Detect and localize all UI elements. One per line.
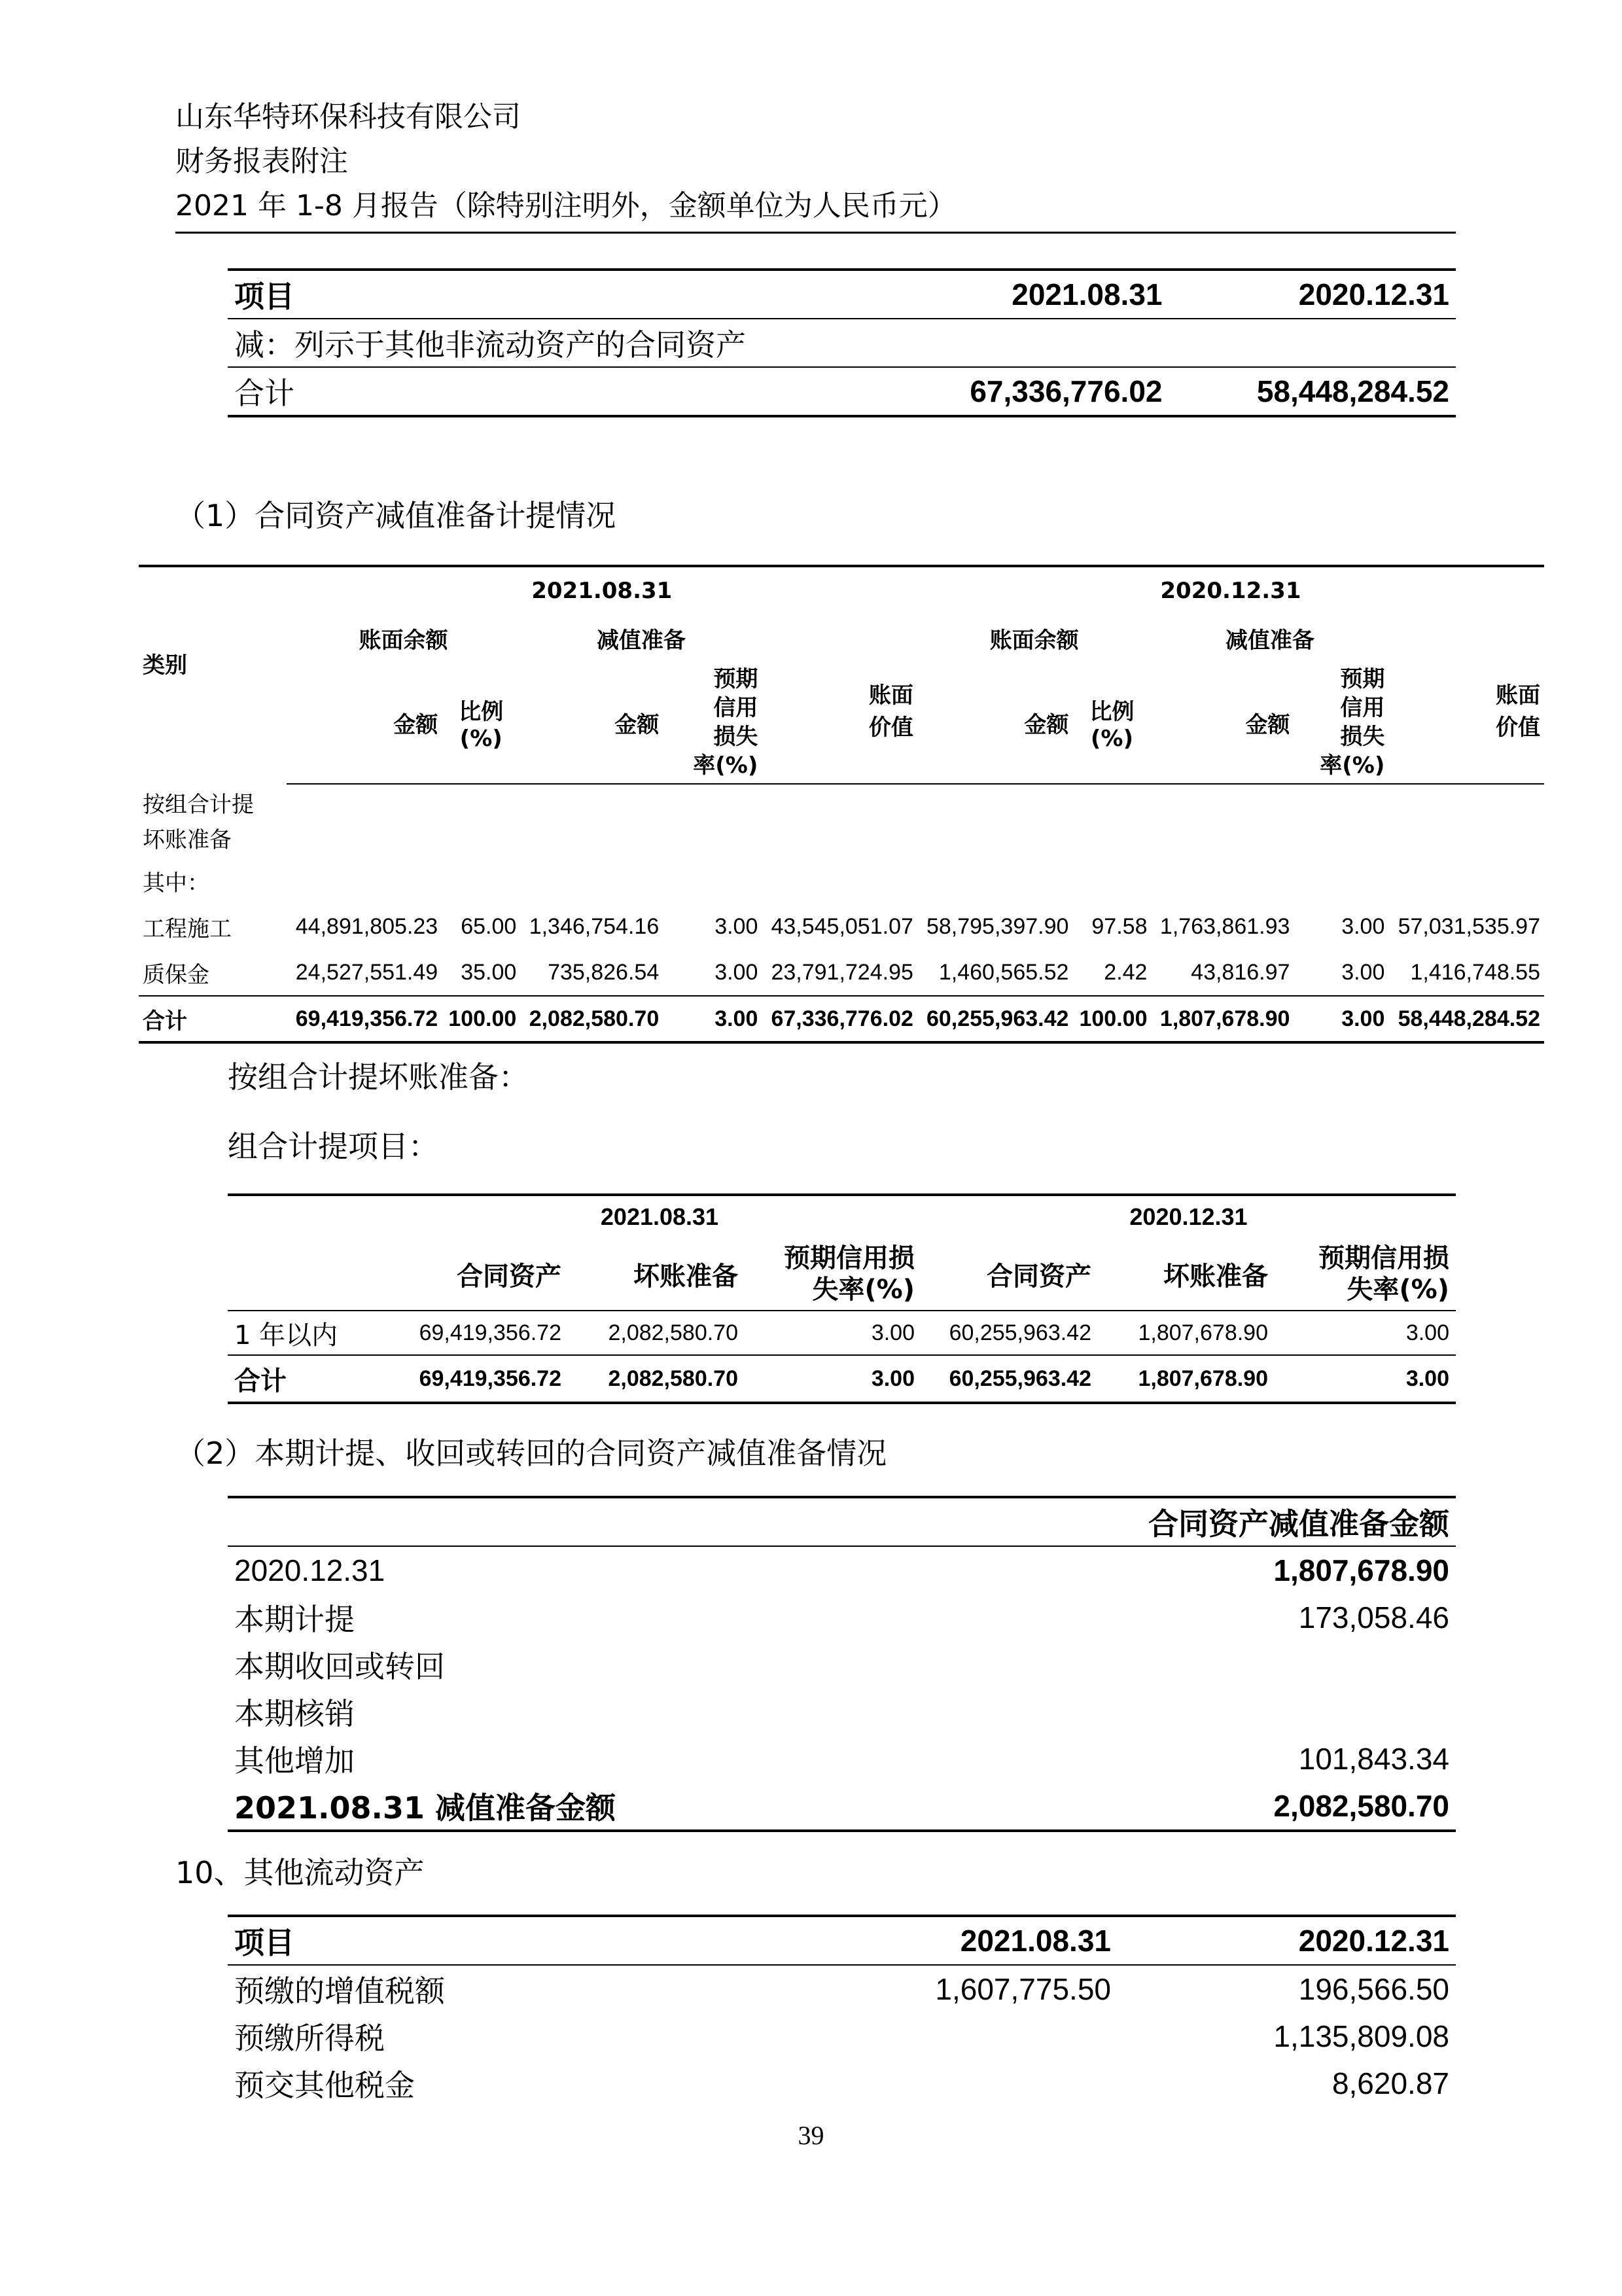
cell: 69,419,356.72 [287, 996, 442, 1042]
cell: 1,416,748.55 [1410, 959, 1540, 985]
table-row [228, 2013, 1456, 2060]
col-bad-debt: 坏账准备 [1163, 1261, 1268, 1292]
header-rule [175, 232, 1456, 234]
col-item: 项目 [228, 270, 882, 319]
col-date-2: 2020.12.31 [1118, 1916, 1456, 1965]
cell: 58,795,397.90 [926, 913, 1069, 939]
row-label: 预交其他税金 [234, 2068, 415, 2103]
cell: 3.00 [1294, 996, 1388, 1042]
cell: 2,082,580.70 [568, 1355, 745, 1403]
cell: 1,346,754.16 [529, 913, 660, 939]
row-label: 预缴的增值税额 [228, 1965, 830, 2013]
row-value [895, 1641, 1456, 1688]
row-label: 本期收回或转回 [234, 1649, 445, 1684]
col-ecl-rate: 预期 信用 损失 率(%) [663, 662, 762, 784]
cell: 3.00 [1341, 959, 1385, 985]
row-label: 1 年以内 [228, 1311, 398, 1355]
cell: 3.00 [714, 959, 758, 985]
cell: 2,082,580.70 [520, 996, 663, 1042]
row-value: 58,448,284.52 [1169, 367, 1456, 416]
section-title: 10、其他流动资产 [175, 1855, 425, 1890]
date-2: 2020.12.31 [917, 566, 1544, 614]
row-value: 8,620.87 [1331, 2066, 1449, 2100]
row-value [1169, 319, 1456, 367]
col-provision-amount: 合同资产减值准备金额 [895, 1497, 1456, 1546]
company-name: 山东华特环保科技有限公司 [175, 100, 521, 133]
impairment-2: 减值准备 [1225, 627, 1314, 654]
other-current-assets-table [228, 1915, 1456, 2107]
cell: 3.00 [745, 1311, 921, 1355]
row-label: 预缴所得税 [234, 2021, 385, 2056]
cell: 60,255,963.42 [917, 996, 1073, 1042]
table-row [139, 858, 1544, 904]
row-value: 67,336,776.02 [882, 367, 1169, 416]
row-label: 按组合计提 坏账准备 [143, 792, 254, 853]
table-row [228, 1688, 1456, 1735]
doc-title: 财务报表附注 [175, 145, 348, 178]
col-ratio: 比例 (%) [442, 662, 520, 784]
row-label: 本期核销 [234, 1696, 355, 1731]
row-label: 其中： [143, 870, 209, 896]
table-row [228, 1311, 1456, 1355]
col-book-value: 账面 价值 [1388, 662, 1544, 784]
col-amount: 金额 [1151, 662, 1294, 784]
table-header-row [228, 270, 1456, 319]
cell: 1,807,678.90 [1098, 1311, 1275, 1355]
row-label: 质保金 [143, 961, 209, 988]
cell: 2.42 [1104, 959, 1148, 985]
col-item: 项目 [228, 1916, 830, 1965]
col-date-2: 2020.12.31 [1169, 270, 1456, 319]
table-total-row [228, 1782, 1456, 1831]
row-value [895, 1688, 1456, 1735]
report-period: 2021 年 1-8 月报告（除特别注明外，金额单位为人民币元） [175, 189, 957, 222]
cell: 23,791,724.95 [771, 959, 913, 985]
col-amount: 金额 [520, 662, 663, 784]
row-value [830, 2060, 1118, 2107]
header-row-dates [228, 1195, 1456, 1238]
table-row [228, 1641, 1456, 1688]
contract-assets-summary-table [228, 268, 1456, 417]
cell: 67,336,776.02 [762, 996, 917, 1042]
header-row-cols [228, 1238, 1456, 1311]
section-title: （1）合同资产减值准备计提情况 [175, 498, 616, 533]
col-contract-assets: 合同资产 [457, 1261, 561, 1292]
table-row [228, 1965, 1456, 2013]
row-label: 本期计提 [234, 1602, 355, 1637]
date-1: 2021.08.31 [287, 566, 917, 614]
col-category: 类别 [143, 652, 187, 679]
row-label: 工程施工 [143, 915, 232, 942]
provision-movement-table [228, 1496, 1456, 1832]
cell: 58,448,284.52 [1388, 996, 1544, 1042]
row-label: 减：列示于其他非流动资产的合同资产 [228, 319, 882, 367]
table-total-row [228, 367, 1456, 416]
row-value: 1,807,678.90 [895, 1546, 1456, 1594]
row-label: 合计 [139, 996, 287, 1042]
row-value [830, 2013, 1118, 2060]
date-1: 2021.08.31 [398, 1195, 921, 1238]
cell: 3.00 [1275, 1311, 1456, 1355]
table-row [228, 1594, 1456, 1641]
col-date-1: 2021.08.31 [882, 270, 1169, 319]
cell: 100.00 [442, 996, 520, 1042]
table-row [228, 1546, 1456, 1594]
row-value: 196,566.50 [1118, 1965, 1456, 2013]
table-total-row [139, 996, 1544, 1042]
paragraph: 组合计提项目： [228, 1129, 438, 1164]
cell: 24,527,551.49 [295, 959, 438, 985]
cell: 69,419,356.72 [398, 1355, 568, 1403]
row-value: 101,843.34 [1298, 1742, 1449, 1776]
header-row-dates [139, 566, 1544, 614]
cell: 3.00 [745, 1355, 921, 1403]
cell: 69,419,356.72 [398, 1311, 568, 1355]
header-row-cols [139, 662, 1544, 784]
cell: 35.00 [461, 959, 517, 985]
row-label: 2020.12.31 [228, 1546, 895, 1594]
cell: 1,807,678.90 [1098, 1355, 1275, 1403]
col-contract-assets: 合同资产 [987, 1261, 1091, 1292]
date-2: 2020.12.31 [921, 1195, 1456, 1238]
col-ecl-rate: 预期信用损 失率(%) [784, 1243, 915, 1305]
cell: 2,082,580.70 [568, 1311, 745, 1355]
col-ecl-rate: 预期 信用 损失 率(%) [1294, 662, 1388, 784]
section-title: （2）本期计提、收回或转回的合同资产减值准备情况 [175, 1436, 887, 1471]
page-number: 39 [798, 2121, 824, 2150]
table-header-row [228, 1916, 1456, 1965]
col-amount: 金额 [287, 662, 442, 784]
row-value: 2,082,580.70 [895, 1782, 1456, 1831]
impairment-provision-table [139, 565, 1544, 1044]
book-balance-1: 账面余额 [359, 627, 448, 654]
cell: 100.00 [1072, 996, 1151, 1042]
cell: 97.58 [1091, 913, 1148, 939]
table-row [139, 904, 1544, 949]
cell: 1,460,565.52 [938, 959, 1069, 985]
table-row [228, 1735, 1456, 1782]
table-row [228, 2060, 1456, 2107]
cell: 3.00 [714, 913, 758, 939]
table-row [139, 785, 1544, 858]
cell: 3.00 [1275, 1355, 1456, 1403]
book-balance-2: 账面余额 [989, 627, 1079, 654]
cell: 60,255,963.42 [921, 1311, 1098, 1355]
table-row [228, 319, 1456, 367]
cell: 44,891,805.23 [295, 913, 438, 939]
paragraph: 按组合计提坏账准备： [228, 1059, 529, 1095]
portfolio-provision-table [228, 1193, 1456, 1404]
cell: 735,826.54 [548, 959, 660, 985]
header-row-groups [139, 614, 1544, 662]
col-ratio: 比例 (%) [1072, 662, 1151, 784]
col-amount: 金额 [917, 662, 1073, 784]
cell: 3.00 [663, 996, 762, 1042]
col-date-1: 2021.08.31 [830, 1916, 1118, 1965]
row-label: 其他增加 [234, 1743, 355, 1778]
cell: 43,816.97 [1191, 959, 1290, 985]
col-bad-debt: 坏账准备 [633, 1261, 738, 1292]
table-row [139, 949, 1544, 996]
col-ecl-rate: 预期信用损 失率(%) [1318, 1243, 1449, 1305]
table-header-row [228, 1497, 1456, 1546]
row-value [882, 319, 1169, 367]
row-value: 1,607,775.50 [830, 1965, 1118, 2013]
table-total-row [228, 1355, 1456, 1403]
cell: 65.00 [461, 913, 517, 939]
cell: 57,031,535.97 [1398, 913, 1540, 939]
row-value: 1,135,809.08 [1273, 2019, 1449, 2053]
row-label: 合计 [228, 367, 882, 416]
cell: 60,255,963.42 [921, 1355, 1098, 1403]
impairment-1: 减值准备 [596, 627, 686, 654]
row-label: 2021.08.31 减值准备金额 [228, 1782, 895, 1831]
cell: 3.00 [1341, 913, 1385, 939]
cell: 1,807,678.90 [1151, 996, 1294, 1042]
col-book-value: 账面 价值 [762, 662, 917, 784]
cell: 1,763,861.93 [1159, 913, 1290, 939]
cell: 43,545,051.07 [771, 913, 913, 939]
row-label: 合计 [228, 1355, 398, 1403]
row-value: 173,058.46 [1298, 1600, 1449, 1634]
